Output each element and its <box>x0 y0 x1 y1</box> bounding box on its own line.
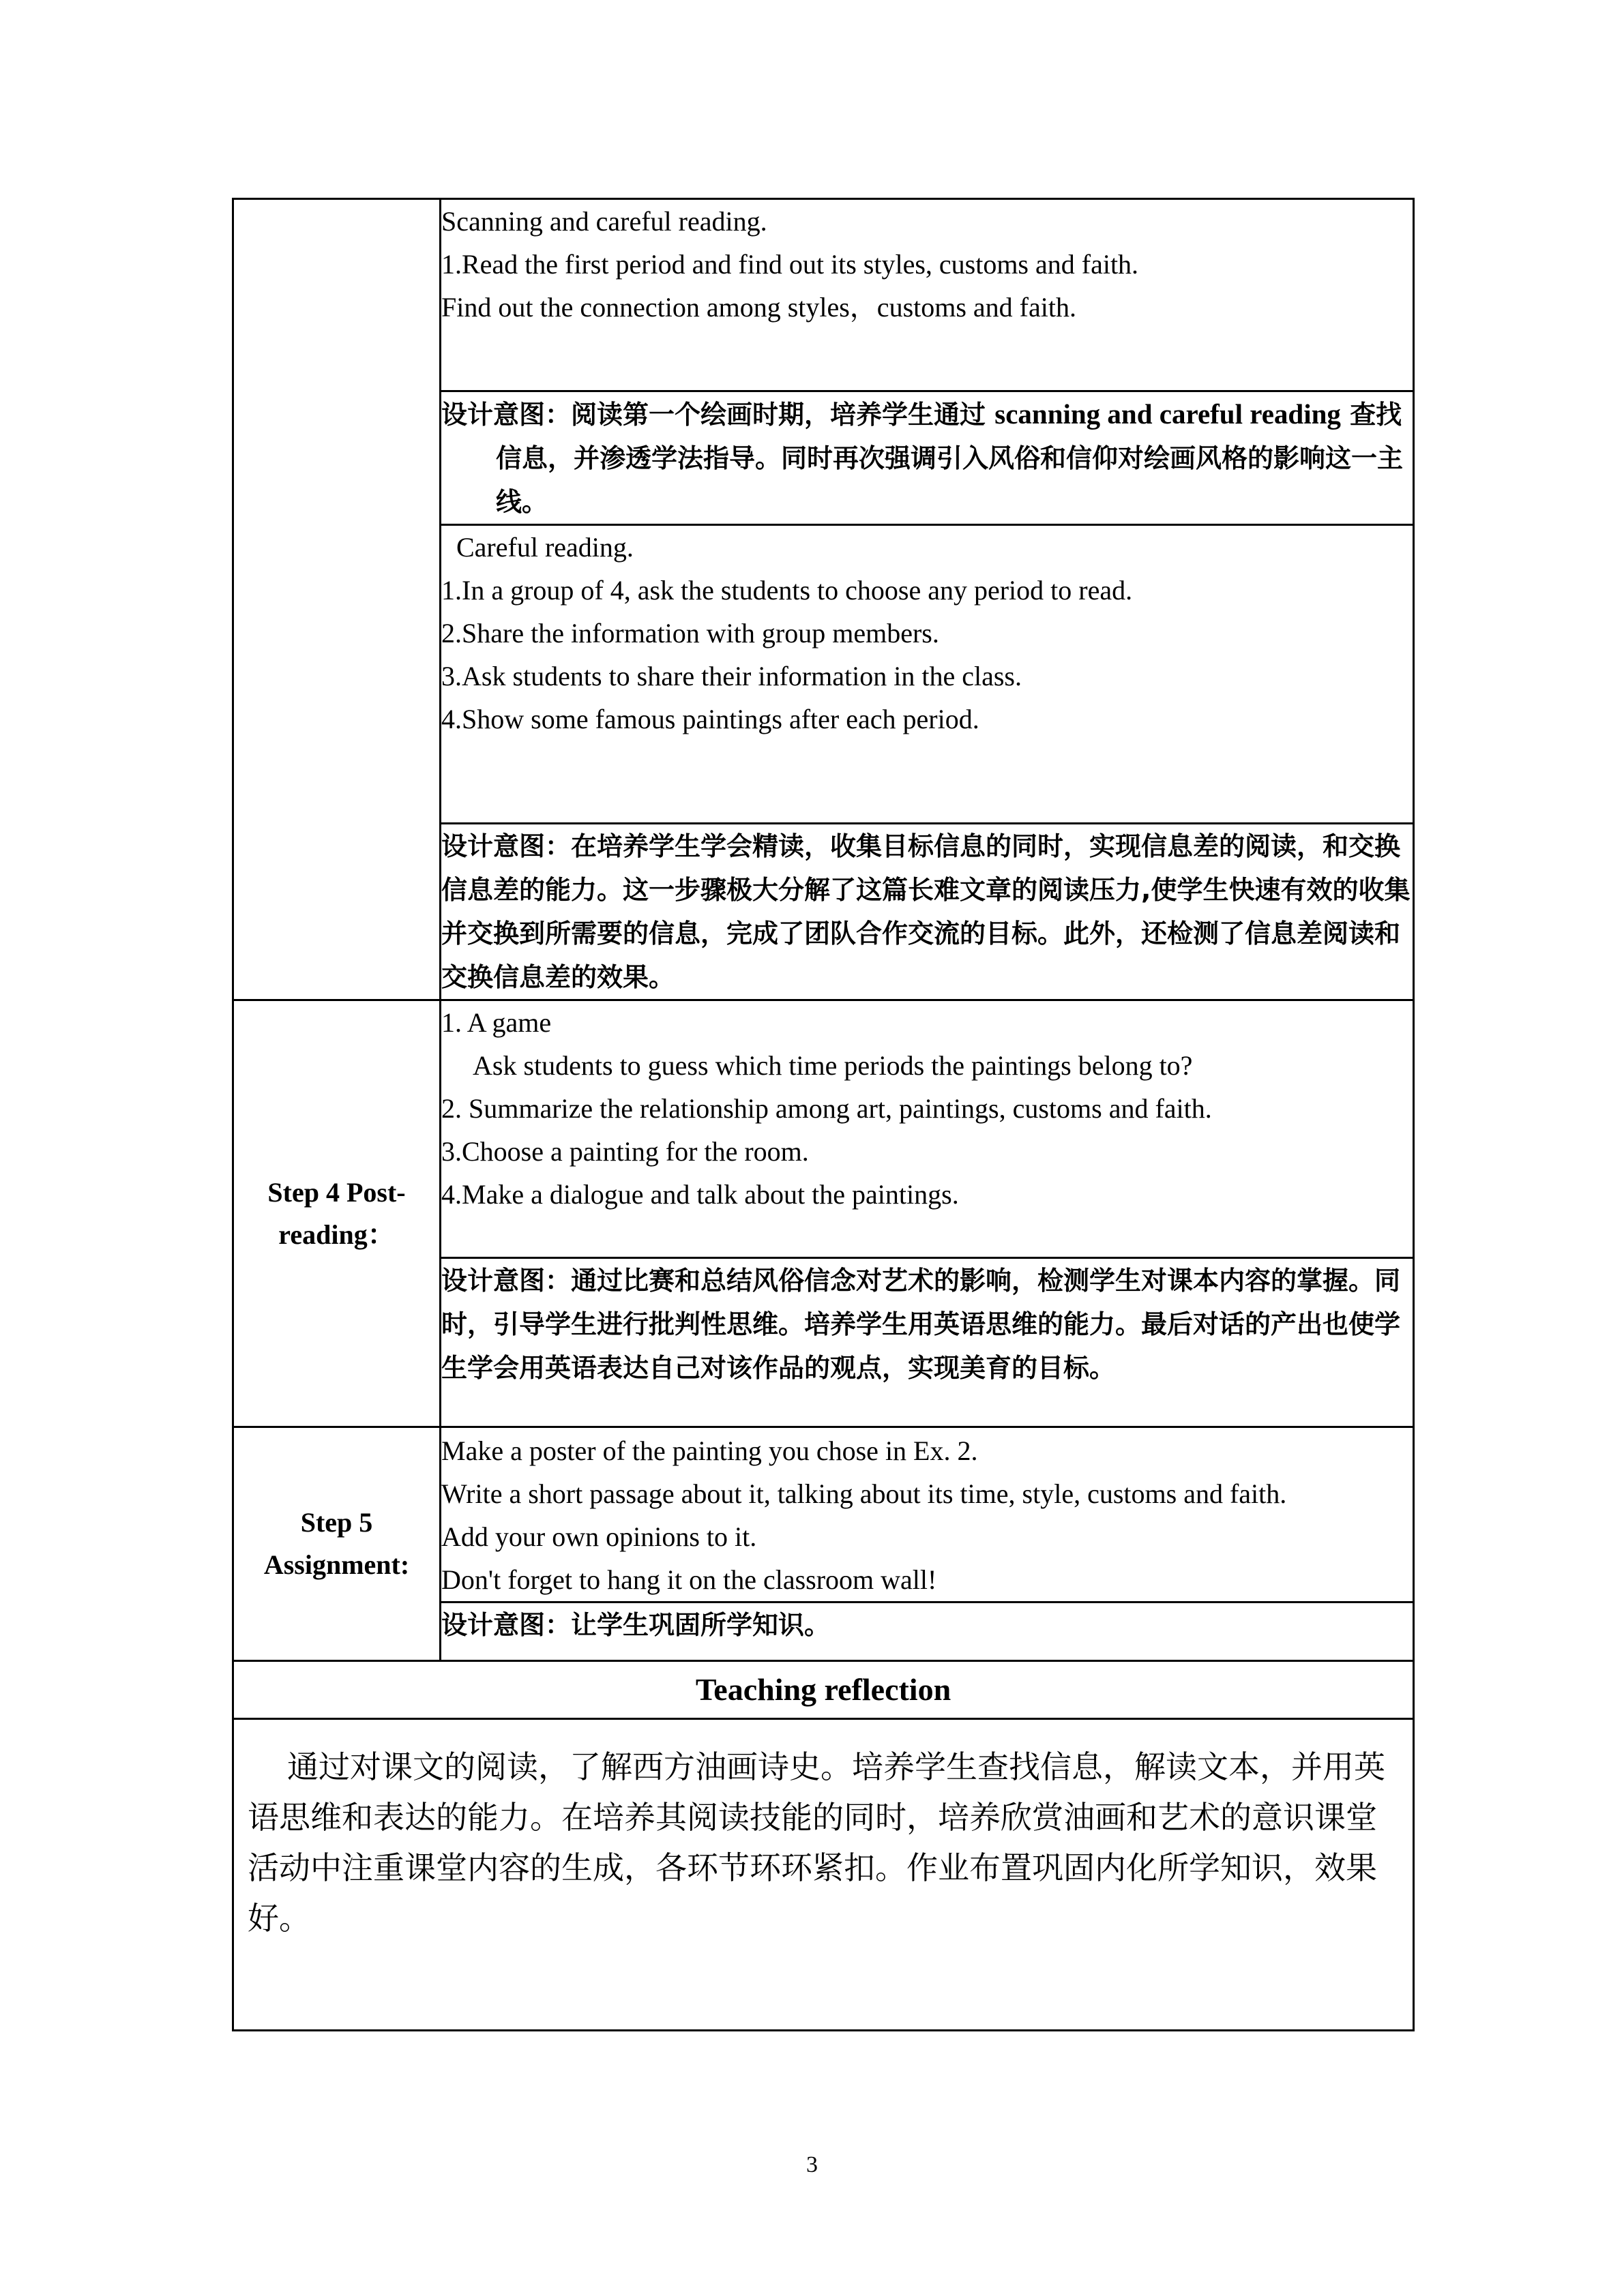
activity-line: Ask students to guess which time periods the paintings belong to? <box>473 1050 1193 1081</box>
activity-line: 2.Share the information with group members. <box>441 618 939 648</box>
post-reading-activity-row <box>233 1000 1414 1258</box>
activity-line: Careful reading. <box>456 532 634 563</box>
design-intent-cell <box>441 824 1414 1000</box>
activity-line: 1. A game <box>441 1007 552 1038</box>
activity-line: Add your own opinions to it. <box>441 1521 757 1552</box>
step-label-assignment: Step 5 Assignment: <box>233 1427 441 1661</box>
activity-cell <box>441 525 1414 824</box>
page-number: 3 <box>806 2152 818 2177</box>
reflection-body-row <box>233 1719 1414 2031</box>
label-cell-reading <box>233 199 441 1000</box>
activity-line: 2. Summarize the relationship among art, paintings, customs and faith. <box>441 1093 1212 1124</box>
design-intent-text: 设计意图：通过比赛和总结风俗信念对艺术的影响，检测学生对课本内容的掌握。同时，引导学生进行批判性思维。培养学生用英语思维的能力。最后对话的产出也使学生学会用英语表达自己对该作品的观点，实现美育的目标。 <box>441 1266 1401 1383</box>
activity-line: Scanning and careful reading. <box>441 206 767 237</box>
activity-line: Don't forget to hang it on the classroom wall! <box>441 1564 937 1595</box>
reflection-cell <box>233 1719 1414 2031</box>
design-intent-text: 设计意图：阅读第一个绘画时期，培养学生通过 <box>441 400 995 430</box>
activity-line: 1.Read the first period and find out its styles, customs and faith. <box>441 249 1139 280</box>
design-intent-text: 设计意图：在培养学生学会精读，收集目标信息的同时，实现信息差的阅读，和交换信息差的能力。这一步骤极大分解了这篇长难文章的阅读压力,使学生快速有效的收集并交换到所需要的信息，完成了团队合作交流的目标。此外，还检测了信息差阅读和交换信息差的效果。 <box>441 831 1411 992</box>
activity-line: 4.Show some famous paintings after each period. <box>441 704 979 734</box>
reflection-title: Teaching reflection <box>233 1661 1414 1719</box>
activity-line: 3.Ask students to share their information in the class. <box>441 661 1022 691</box>
activity-cell <box>441 1000 1414 1258</box>
activity-line: Make a poster of the painting you chose in Ex. 2. <box>441 1435 978 1466</box>
activity-line: Find out the connection among styles，customs and faith. <box>441 292 1076 323</box>
activity-cell <box>441 199 1414 391</box>
activity-line: 3.Choose a painting for the room. <box>441 1136 809 1167</box>
activity-line: 1.In a group of 4, ask the students to choose any period to read. <box>441 575 1133 606</box>
lesson-plan-table <box>232 198 1415 2031</box>
reflection-text: 通过对课文的阅读，了解西方油画诗史。培养学生查找信息，解读文本，并用英语思维和表达的能力。在培养其阅读技能的同时，培养欣赏油画和艺术的意识课堂活动中注重课堂内容的生成，各环节环环紧扣。作业布置巩固内化所学知识，效果好。 <box>248 1748 1385 1937</box>
scanning-activity-row <box>233 199 1414 391</box>
design-intent-cell <box>441 391 1414 525</box>
design-intent-cell <box>441 1258 1414 1427</box>
design-intent-english-term: scanning and careful reading <box>994 398 1341 430</box>
activity-cell <box>441 1427 1414 1602</box>
step-label-post-reading: Step 4 Post- reading： <box>233 1000 441 1427</box>
assignment-activity-row <box>233 1427 1414 1602</box>
design-intent-text: 查找信息，并渗透学法指导。同时再次强调引入风俗和信仰对绘画风格的影响这一主线。 <box>496 400 1404 517</box>
design-intent-text: 设计意图：让学生巩固所学知识。 <box>441 1610 831 1640</box>
activity-line: 4.Make a dialogue and talk about the paintings. <box>441 1179 959 1210</box>
activity-line: Write a short passage about it, talking about its time, style, customs and faith. <box>441 1478 1287 1509</box>
reflection-title-row <box>233 1661 1414 1719</box>
design-intent-cell <box>441 1602 1414 1661</box>
